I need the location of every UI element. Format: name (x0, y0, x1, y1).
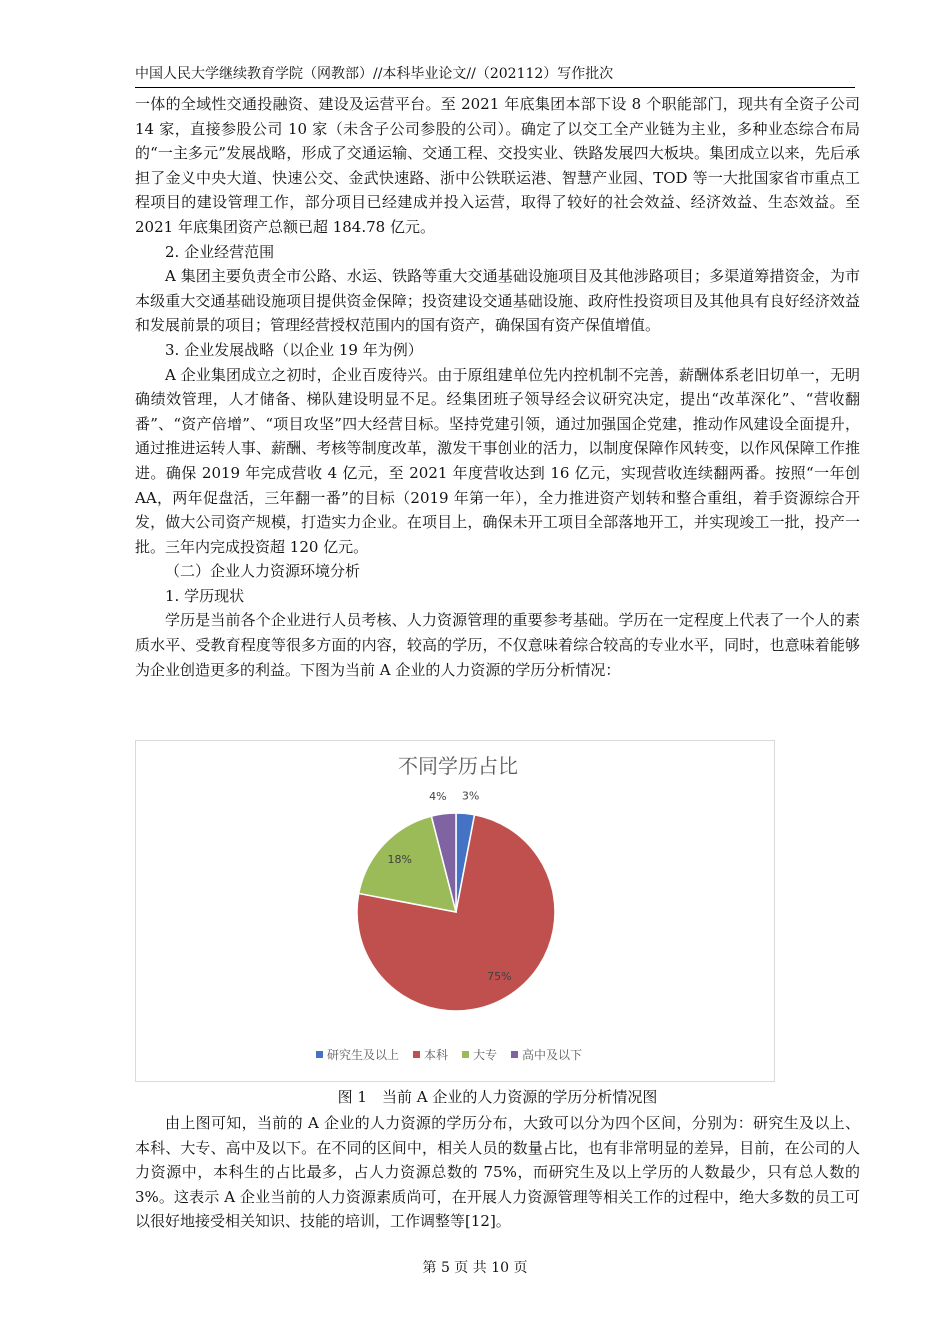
body-text-bottom (135, 1111, 860, 1234)
page-footer: 第 5 页 共 10 页 (422, 1260, 528, 1276)
paragraph-group-overview: 一体的全域性交通投融资、建设及运营平台。至 2021 年底集团本部下设 8 个职能部门，现共有全资子公司 14 家，直接参股公司 10 家（未含子公司参股的公司）。确定了以交工全产业链为主业，多种业态综合布局的“一主多元”发展战略，形成了交通运输、交通工程、交投实业、铁路发展四大板块。集团成立以来，先后承担了金义中央大道、快速公交、金武快速路、浙中公铁联运港、智慧产业园、TOD 等一大批国家省市重点工程项目的建设管理工作，部分项目已经建成并投入运营，取得了较好的社会效益、经济效益、生态效益。至 2021 年底集团资产总额已超 184.78 亿元。 (135, 95, 860, 236)
legend-label-1: 研究生及以上 (327, 1048, 400, 1062)
paragraph-strategy: A 企业集团成立之初时，企业百废待兴。由于原组建单位先内控机制不完善，薪酬体系老旧切单一，无明确绩效管理，人才储备、梯队建设明显不足。经集团班子领导经会议研究决定，提出“改革深化”、“营收翻番”、“资产倍增”、“项目攻坚”四大经营目标。坚持党建引领，通过加强国企党建，推动作风建设全面提升，通过推进运转人事、薪酬、考核等制度改革，激发干事创业的活力，以制度保障作风转变，以作风保障工作推进。确保 2019 年完成营收 4 亿元，至 2021 年度营收达到 16 亿元，实现营收连续翻两番。按照“一年创 AA，两年促盘活，三年翻一番”的目标（2019 年第一年），全力推进资产划转和整合重组，着手资源综合开发，做大公司资产规模，打造实力企业。在项目上，确保未开工项目全部落地开工，并实现竣工一批，投产一批。三年内完成投资超 120 亿元。 (135, 365, 860, 556)
heading-education-status: 1. 学历现状 (165, 586, 245, 605)
heading-hr-environment: （二）企业人力资源环境分析 (165, 562, 361, 581)
data-label-4: 4% (429, 789, 447, 803)
heading-strategy: 3. 企业发展战略（以企业 19 年为例） (165, 340, 423, 359)
figure-caption: 图 1 当前 A 企业的人力资源的学历分析情况图 (337, 1088, 658, 1106)
page-header (135, 64, 855, 88)
paragraph-chart-analysis: 由上图可知，当前的 A 企业的人力资源的学历分布，大致可以分为四个区间，分别为：研究生及以上、本科、大专、高中及以下。在不同的区间中，相关人员的数量占比，也有非常明显的差异，目前，在公司的人力资源中，本科生的占比最多，占人力资源总数的 75%，而研究生及以上学历的人数最少，只有总人数的 3%。这表示 A 企业当前的人力资源素质尚可，在开展人力资源管理等相关工作的过程中，绝大多数的员工可以很好地接受相关知识、技能的培训，工作调整等[12]。 (135, 1114, 860, 1231)
pie-chart (136, 741, 774, 1081)
heading-business-scope: 2. 企业经营范围 (165, 242, 275, 261)
legend-swatch-3 (462, 1051, 469, 1058)
chart-legend (316, 1047, 582, 1062)
legend-swatch-4 (511, 1051, 518, 1058)
legend-label-3: 大专 (473, 1048, 498, 1062)
legend-swatch-2 (413, 1051, 420, 1058)
paragraph-education-intro: 学历是当前各个企业进行人员考核、人力资源管理的重要参考基础。学历在一定程度上代表了一个人的素质水平、受教育程度等很多方面的内容，较高的学历，不仅意味着综合较高的专业水平，同时，也意味着能够为企业创造更多的利益。下图为当前 A 企业的人力资源的学历分析情况： (135, 611, 860, 679)
chart-title: 不同学历占比 (398, 754, 518, 778)
paragraph-business-scope: A 集团主要负责全市公路、水运、铁路等重大交通基础设施项目及其他涉路项目；多渠道筹措资金，为市本级重大交通基础设施项目提供资金保障；投资建设交通基础设施、政府性投资项目及其他具有良好经济效益和发展前景的项目；管理经营授权范围内的国有资产，确保国有资产保值增值。 (135, 267, 860, 335)
data-label-2: 75% (487, 969, 512, 983)
legend-label-4: 高中及以下 (522, 1048, 583, 1062)
pie-chart-frame (135, 740, 775, 1082)
data-label-3: 18% (387, 853, 412, 867)
body-text-top (135, 92, 860, 682)
data-label-1: 3% (461, 789, 480, 803)
legend-label-2: 本科 (424, 1048, 449, 1062)
legend-swatch-1 (316, 1051, 323, 1058)
header-title: 中国人民大学继续教育学院（网教部）//本科毕业论文//（202112）写作批次 (135, 66, 614, 82)
